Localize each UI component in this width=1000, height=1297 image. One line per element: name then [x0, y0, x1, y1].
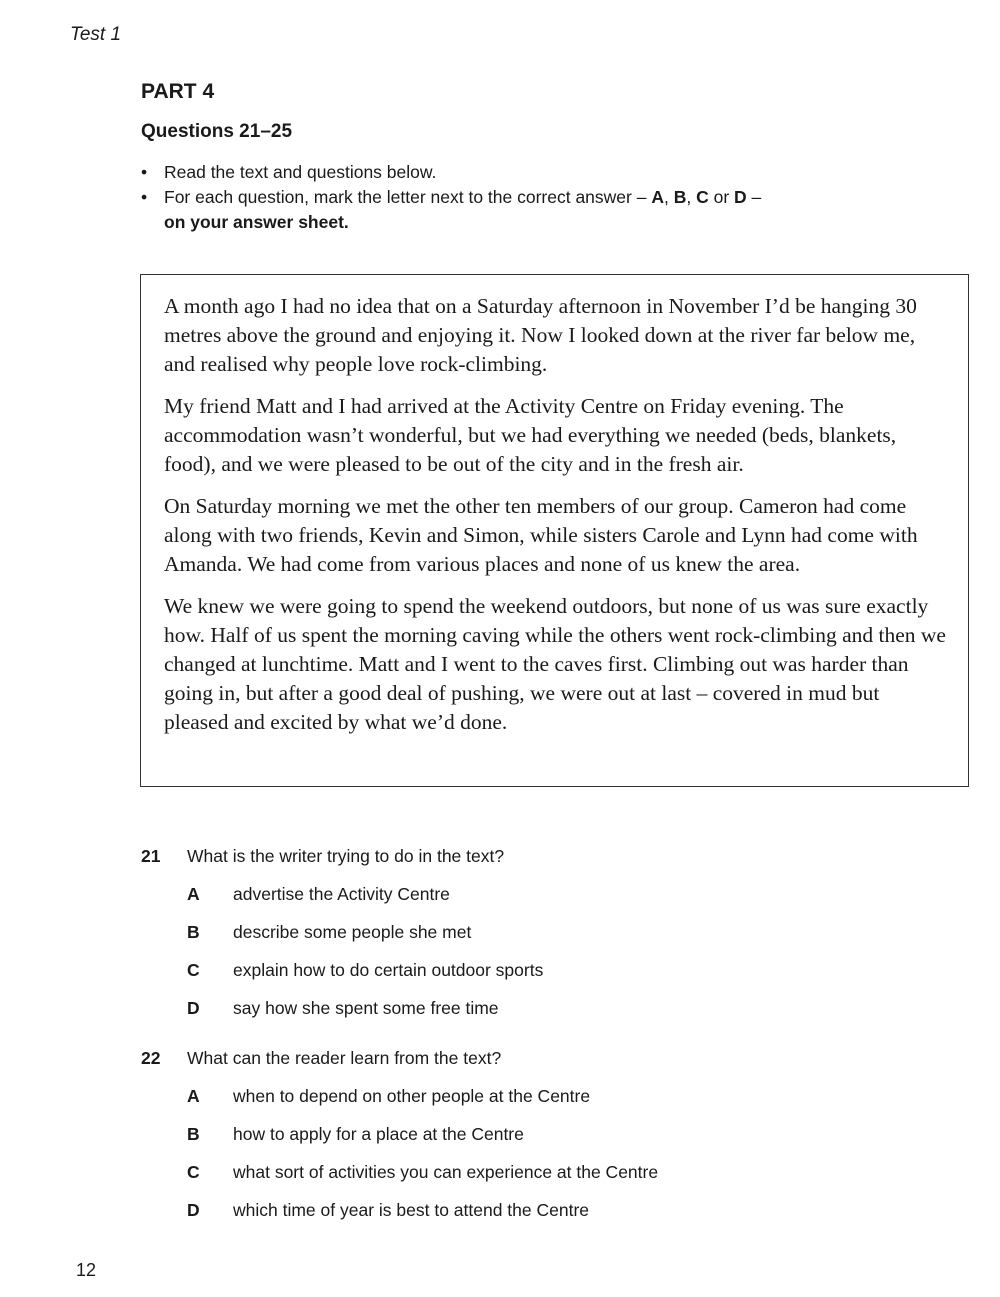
option-letter: B: [187, 922, 200, 942]
questions-range-heading: Questions 21–25: [141, 121, 293, 142]
passage-paragraph: My friend Matt and I had arrived at the Activity Centre on Friday evening. The accommodation wasn’t wonderful, but we had everything we needed (beds, blankets, food), and we were pleased to be out of the city and in the fresh air.: [164, 394, 897, 476]
instruction-text: For each question, mark the letter next to the correct answer –: [164, 187, 652, 207]
running-head: Test 1: [70, 24, 122, 45]
option-text: how to apply for a place at the Centre: [233, 1124, 524, 1144]
instruction-text: Read the text and questions below.: [164, 162, 437, 182]
instructions-list: [141, 160, 761, 235]
option-text: when to depend on other people at the Centre: [233, 1086, 591, 1106]
instruction-emphasis: on your answer sheet.: [164, 212, 349, 232]
answer-letter: A: [651, 187, 664, 207]
option-letter: B: [187, 1124, 200, 1144]
question-stem: What can the reader learn from the text?: [187, 1048, 502, 1068]
passage-paragraph: We knew we were going to spend the weekend outdoors, but none of us was sure exactly how. Half of us spent the morning caving while the others went rock-climbing and then we changed at lunchtime. Matt and I went to the caves first. Climbing out was harder than going in, but after a good deal of pushing, we were out at last – covered in mud but pleased and excited by what we’d done.: [164, 594, 946, 734]
option-letter: C: [187, 960, 200, 980]
question-number: 21: [141, 846, 161, 866]
separator: or: [708, 187, 735, 207]
option-letter: D: [187, 998, 200, 1018]
option-text: explain how to do certain outdoor sports: [233, 960, 544, 980]
page-number: 12: [76, 1260, 97, 1280]
option-letter: D: [187, 1200, 200, 1220]
answer-letter: C: [696, 187, 709, 207]
instruction-item: [141, 185, 761, 235]
option-letter: A: [187, 1086, 200, 1106]
answer-letter: D: [734, 187, 747, 207]
instruction-item: [141, 160, 761, 185]
option-text: describe some people she met: [233, 922, 472, 942]
bullet-icon: •: [141, 187, 148, 207]
separator: ,: [686, 187, 697, 207]
part-title: PART 4: [141, 80, 215, 103]
option-letter: A: [187, 884, 200, 904]
passage-paragraph: On Saturday morning we met the other ten members of our group. Cameron had come along with two friends, Kevin and Simon, while sisters Carole and Lynn had come with Amanda. We had come from various places and none of us knew the area.: [164, 494, 918, 576]
option-text: advertise the Activity Centre: [233, 884, 450, 904]
option-text: which time of year is best to attend the Centre: [233, 1200, 590, 1220]
question-number: 22: [141, 1048, 161, 1068]
question-stem: What is the writer trying to do in the text?: [187, 846, 505, 866]
option-letter: C: [187, 1162, 200, 1182]
reading-passage: [140, 274, 969, 787]
option-text: say how she spent some free time: [233, 998, 499, 1018]
bullet-icon: •: [141, 162, 148, 182]
option-text: what sort of activities you can experience at the Centre: [233, 1162, 659, 1182]
passage-paragraph: A month ago I had no idea that on a Saturday afternoon in November I’d be hanging 30 metres above the ground and enjoying it. Now I looked down at the river far below me, and realised why people love rock-climbing.: [164, 294, 917, 376]
separator: ,: [663, 187, 674, 207]
separator: –: [746, 187, 762, 207]
answer-letter: B: [673, 187, 687, 207]
